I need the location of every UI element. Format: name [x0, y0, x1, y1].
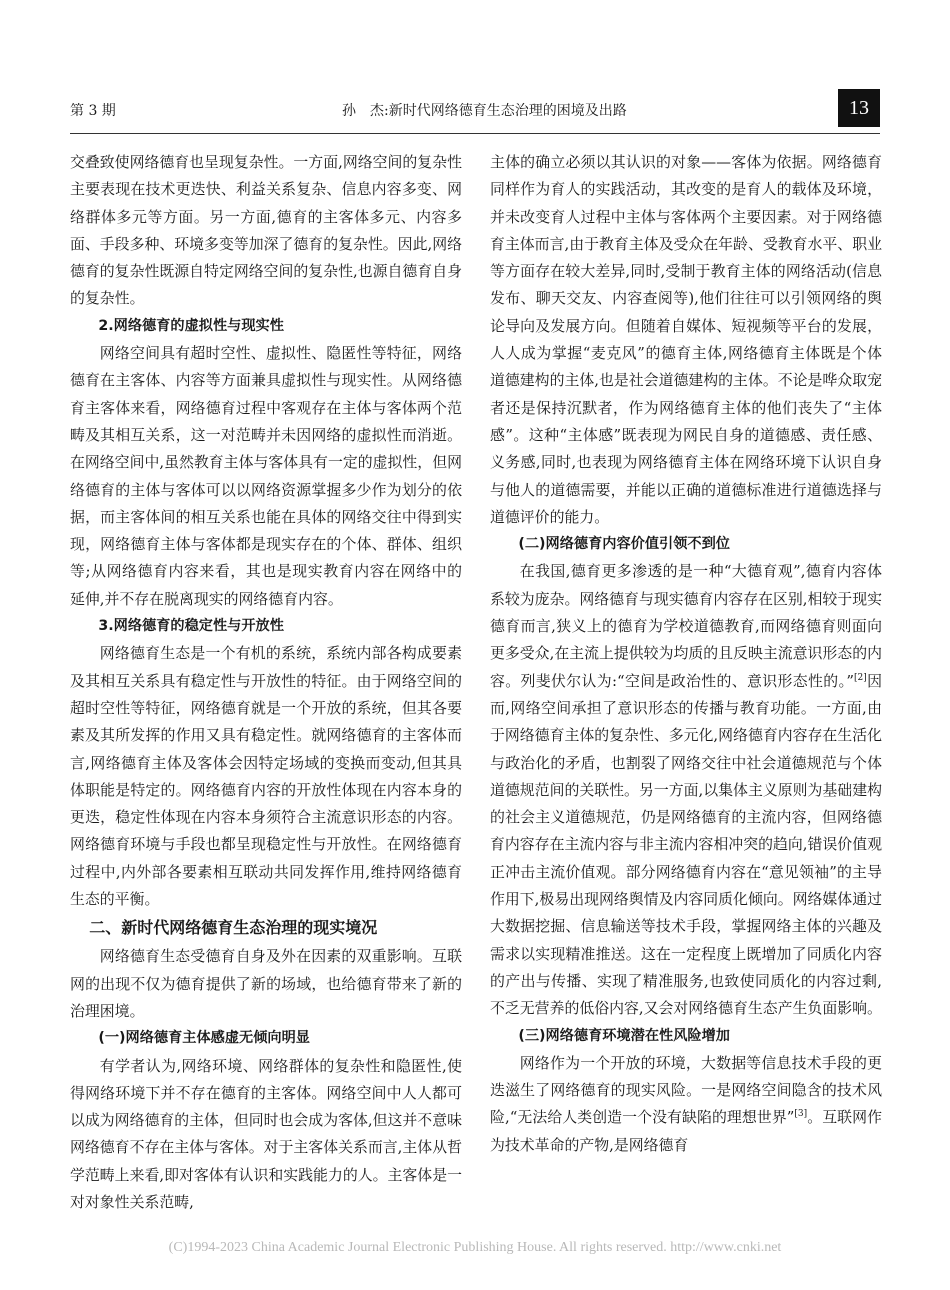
paragraph: 网络德育生态是一个有机的系统，系统内部各构成要素及其相互关系具有稳定性与开放性的特征。由于网络空间的超时空性等特征，网络德育就是一个开放的系统，但其各要素及其所发挥的作用又具有稳定性。就网络德育的主客体而言,网络德育主体及客体会因特定场域的变换而变动,但其具体职能是特定的。网络德育内容的开放性体现在内容本身的更迭，稳定性体现在内容本身须符合主流意识形态的内容。网络德育环境与手段也都呈现稳定性与开放性。在网络德育过程中,内外部各要素相互联动共同发挥作用,维持网络德育生态的平衡。 [70, 644, 462, 909]
section-heading: 二、新时代网络德育生态治理的现实境况 [89, 918, 378, 938]
paragraph: 网络德育生态受德育自身及外在因素的双重影响。互联网的出现不仅为德育提供了新的场域，也给德育带来了新的治理困境。 [70, 947, 462, 1020]
paragraph: 主体的确立必须以其认识的对象——客体为依据。网络德育同样作为育人的实践活动，其改变的是育人的载体及环境，并未改变育人过程中主体与客体两个主要因素。对于网络德育主体而言,由于教育主体及受众在年龄、受教育水平、职业等方面存在较大差异,同时,受制于教育主体的网络活动(信息发布、聊天交友、内容查阅等),他们往往可以引领网络的舆论导向及发展方向。但随着自媒体、短视频等平台的发展，人人成为掌握“麦克风”的德育主体,网络德育主体既是个体道德建构的主体,也是社会道德建构的主体。不论是哗众取宠者还是保持沉默者，作为网络德育主体的他们丧失了“主体感”。这种“主体感”既表现为网民自身的道德感、责任感、义务感,同时,也表现为网络德育主体在网络环境下认识自身与他人的道德需要，并能以正确的道德标准进行道德选择与道德评价的能力。 [490, 153, 882, 526]
paragraph-text: 。互联网作为技术革命的产物,是网络德育 [490, 1108, 882, 1154]
running-header [70, 97, 880, 129]
right-column [490, 149, 882, 1159]
paragraph-text: 在我国,德育更多渗透的是一种“大德育观”,德育内容体系较为庞杂。网络德育与现实德育内容存在区别,相较于现实德育而言,狭义上的德育为学校道德教育,而网络德育则面向更多受众,在主流上提供较为均质的且反映主流意识形态的内容。列斐伏尔认为:“空间是政治性的、意识形态性的。” [490, 562, 882, 690]
paragraph [490, 1050, 882, 1159]
paragraph-text: 因而,网络空间承担了意识形态的传播与教育功能。一方面,由于网络德育主体的复杂性、多元化,网络德育内容存在生活化与政治化的矛盾，也割裂了网络交往中社会道德规范与个体道德规范间的关联性。另一方面,以集体主义原则为基础建构的社会主义道德规范，仍是网络德育的主流内容，但网络德育内容存在主流内容与非主流内容相冲突的趋向,错误价值观正冲击主流价值观。部分网络德育内容在“意见领袖”的主导作用下,极易出现网络舆情及内容同质化倾向。网络媒体通过大数据挖掘、信息输送等技术手段，掌握网络主体的兴趣及需求以实现精准推送。这在一定程度上既增加了同质化内容的产出与传播、实现了精准服务,也致使同质化的内容过剩,不乏无营养的低俗内容,又会对网络德育生态产生负面影响。 [490, 671, 882, 1018]
issue-number: 第 3 期 [70, 103, 116, 119]
running-title: 孙 杰:新时代网络德育生态治理的困境及出路 [342, 103, 627, 119]
copyright-footer: (C)1994-2023 China Academic Journal Electronic Publishing House. All rights reserved. http://www.cnki.net [168, 1240, 782, 1255]
paragraph: 网络空间具有超时空性、虚拟性、隐匿性等特征，网络德育在主客体、内容等方面兼具虚拟性与现实性。从网络德育主客体来看，网络德育过程中客观存在主体与客体两个范畴及其相互关系，这一对范畴并未因网络的虚拟性而消逝。在网络空间中,虽然教育主体与客体具有一定的虚拟性，但网络德育的主体与客体可以以网络资源掌握多少作为划分的依据，而主客体间的相互关系也能在具体的网络交往中得到实现，网络德育主体与客体都是现实存在的个体、群体、组织等;从网络德育内容来看，其也是现实教育内容在网络中的延伸,并不存在脱离现实的网络德育内容。 [70, 344, 462, 608]
left-column [70, 149, 462, 1216]
subsection-heading: 3.网络德育的稳定性与开放性 [98, 618, 284, 635]
paragraph-text: 网络作为一个开放的环境，大数据等信息技术手段的更迭滋生了网络德育的现实风险。一是网络空间隐含的技术风险,“无法给人类创造一个没有缺陷的理想世界” [490, 1053, 882, 1127]
paragraph: 交叠致使网络德育也呈现复杂性。一方面,网络空间的复杂性主要表现在技术更迭快、利益关系复杂、信息内容多变、网络群体多元等方面。另一方面,德育的主客体多元、内容多面、手段多种、环境多变等加深了德育的复杂性。因此,网络德育的复杂性既源自特定网络空间的复杂性,也源自德育自身的复杂性。 [70, 153, 462, 308]
subsection-heading: 2.网络德育的虚拟性与现实性 [98, 317, 284, 334]
page-number: 13 [838, 89, 880, 127]
header-rule [70, 133, 880, 134]
subsection-heading: (一)网络德育主体感虚无倾向明显 [98, 1030, 310, 1047]
paragraph: 有学者认为,网络环境、网络群体的复杂性和隐匿性,使得网络环境下并不存在德育的主客体。网络空间中人人都可以成为网络德育的主体，但同时也会成为客体,但这并不意味网络德育不存在主体与客体。对于主客体关系而言,主体从哲学范畴上来看,即对客体有认识和实践能力的人。主客体是一对对象性关系范畴, [70, 1056, 462, 1211]
paragraph [490, 558, 882, 1022]
citation-2: [2] [853, 672, 867, 683]
citation-3: [3] [794, 1109, 808, 1120]
subsection-heading: (三)网络德育环境潜在性风险增加 [518, 1027, 730, 1044]
subsection-heading: (二)网络德育内容价值引领不到位 [518, 536, 730, 553]
